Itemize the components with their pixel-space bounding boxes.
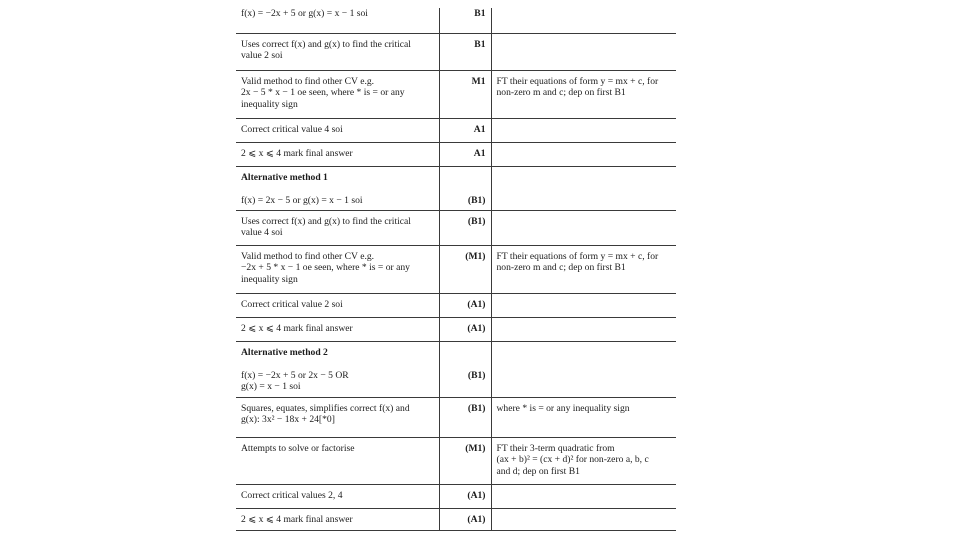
guidance-cell bbox=[491, 293, 676, 317]
mark-cell: (A1) bbox=[439, 293, 491, 317]
mark-cell: (A1) bbox=[439, 484, 491, 508]
mark-cell: (A1) bbox=[439, 317, 491, 341]
mark-cell: B1 bbox=[439, 33, 491, 70]
mark-cell: (M1) bbox=[439, 437, 491, 484]
mark-cell: (B1) bbox=[439, 341, 491, 397]
answer-cell: f(x) = −2x + 5 or g(x) = x − 1 soi bbox=[236, 8, 439, 33]
answer-cell: 2 ⩽ x ⩽ 4 mark final answer bbox=[236, 317, 439, 341]
mark-cell: (B1) bbox=[439, 397, 491, 437]
answer-cell: Squares, equates, simplifies correct f(x) and g(x): 3x² − 18x + 24[*0] bbox=[236, 397, 439, 437]
answer-cell: 2 ⩽ x ⩽ 4 mark final answer bbox=[236, 508, 439, 530]
mark-scheme-table bbox=[236, 8, 676, 531]
guidance-cell bbox=[491, 341, 676, 397]
answer-cell: Uses correct f(x) and g(x) to find the critical value 4 soi bbox=[236, 210, 439, 245]
mark-cell: M1 bbox=[439, 70, 491, 118]
answer-cell: Valid method to find other CV e.g. 2x − 5 * x − 1 oe seen, where * is = or any inequality sign bbox=[236, 70, 439, 118]
guidance-cell bbox=[491, 484, 676, 508]
guidance-cell bbox=[491, 33, 676, 70]
table-row bbox=[236, 397, 676, 437]
guidance-cell: FT their 3-term quadratic from (ax + b)² = (cx + d)² for non-zero a, b, c and d; dep on first B1 bbox=[491, 437, 676, 484]
table-row bbox=[236, 293, 676, 317]
table-row bbox=[236, 245, 676, 293]
answer-cell: Correct critical value 4 soi bbox=[236, 118, 439, 142]
answer-cell: Attempts to solve or factorise bbox=[236, 437, 439, 484]
table-row bbox=[236, 341, 676, 397]
guidance-cell bbox=[491, 317, 676, 341]
mark-cell: B1 bbox=[439, 8, 491, 33]
mark-cell: A1 bbox=[439, 118, 491, 142]
table-row bbox=[236, 210, 676, 245]
answer-cell: Valid method to find other CV e.g. −2x + 5 * x − 1 oe seen, where * is = or any inequality sign bbox=[236, 245, 439, 293]
mark-cell: (B1) bbox=[439, 166, 491, 210]
guidance-cell: where * is = or any inequality sign bbox=[491, 397, 676, 437]
table-row bbox=[236, 484, 676, 508]
table-row bbox=[236, 508, 676, 530]
answer-cell: Correct critical value 2 soi bbox=[236, 293, 439, 317]
guidance-cell: FT their equations of form y = mx + c, for non-zero m and c; dep on first B1 bbox=[491, 70, 676, 118]
table-row bbox=[236, 118, 676, 142]
answer-cell: Uses correct f(x) and g(x) to find the critical value 2 soi bbox=[236, 33, 439, 70]
answer-cell: 2 ⩽ x ⩽ 4 mark final answer bbox=[236, 142, 439, 166]
guidance-cell bbox=[491, 8, 676, 33]
guidance-cell bbox=[491, 210, 676, 245]
answer-cell: Correct critical values 2, 4 bbox=[236, 484, 439, 508]
mark-cell: A1 bbox=[439, 142, 491, 166]
table-row bbox=[236, 33, 676, 70]
mark-cell: (M1) bbox=[439, 245, 491, 293]
guidance-cell: FT their equations of form y = mx + c, for non-zero m and c; dep on first B1 bbox=[491, 245, 676, 293]
answer-cell: Alternative method 1 f(x) = 2x − 5 or g(x) = x − 1 soi bbox=[236, 166, 439, 210]
table-row bbox=[236, 437, 676, 484]
guidance-cell bbox=[491, 118, 676, 142]
guidance-cell bbox=[491, 508, 676, 530]
answer-cell: Alternative method 2 f(x) = −2x + 5 or 2x − 5 OR g(x) = x − 1 soi bbox=[236, 341, 439, 397]
table-row bbox=[236, 166, 676, 210]
table-row bbox=[236, 142, 676, 166]
guidance-cell bbox=[491, 166, 676, 210]
alternative-method-heading: Alternative method 2 bbox=[241, 346, 328, 358]
table-row bbox=[236, 317, 676, 341]
table-row bbox=[236, 70, 676, 118]
guidance-cell bbox=[491, 142, 676, 166]
table-row bbox=[236, 8, 676, 33]
mark-cell: (B1) bbox=[439, 210, 491, 245]
alternative-method-heading: Alternative method 1 bbox=[241, 171, 328, 183]
mark-cell: (A1) bbox=[439, 508, 491, 530]
